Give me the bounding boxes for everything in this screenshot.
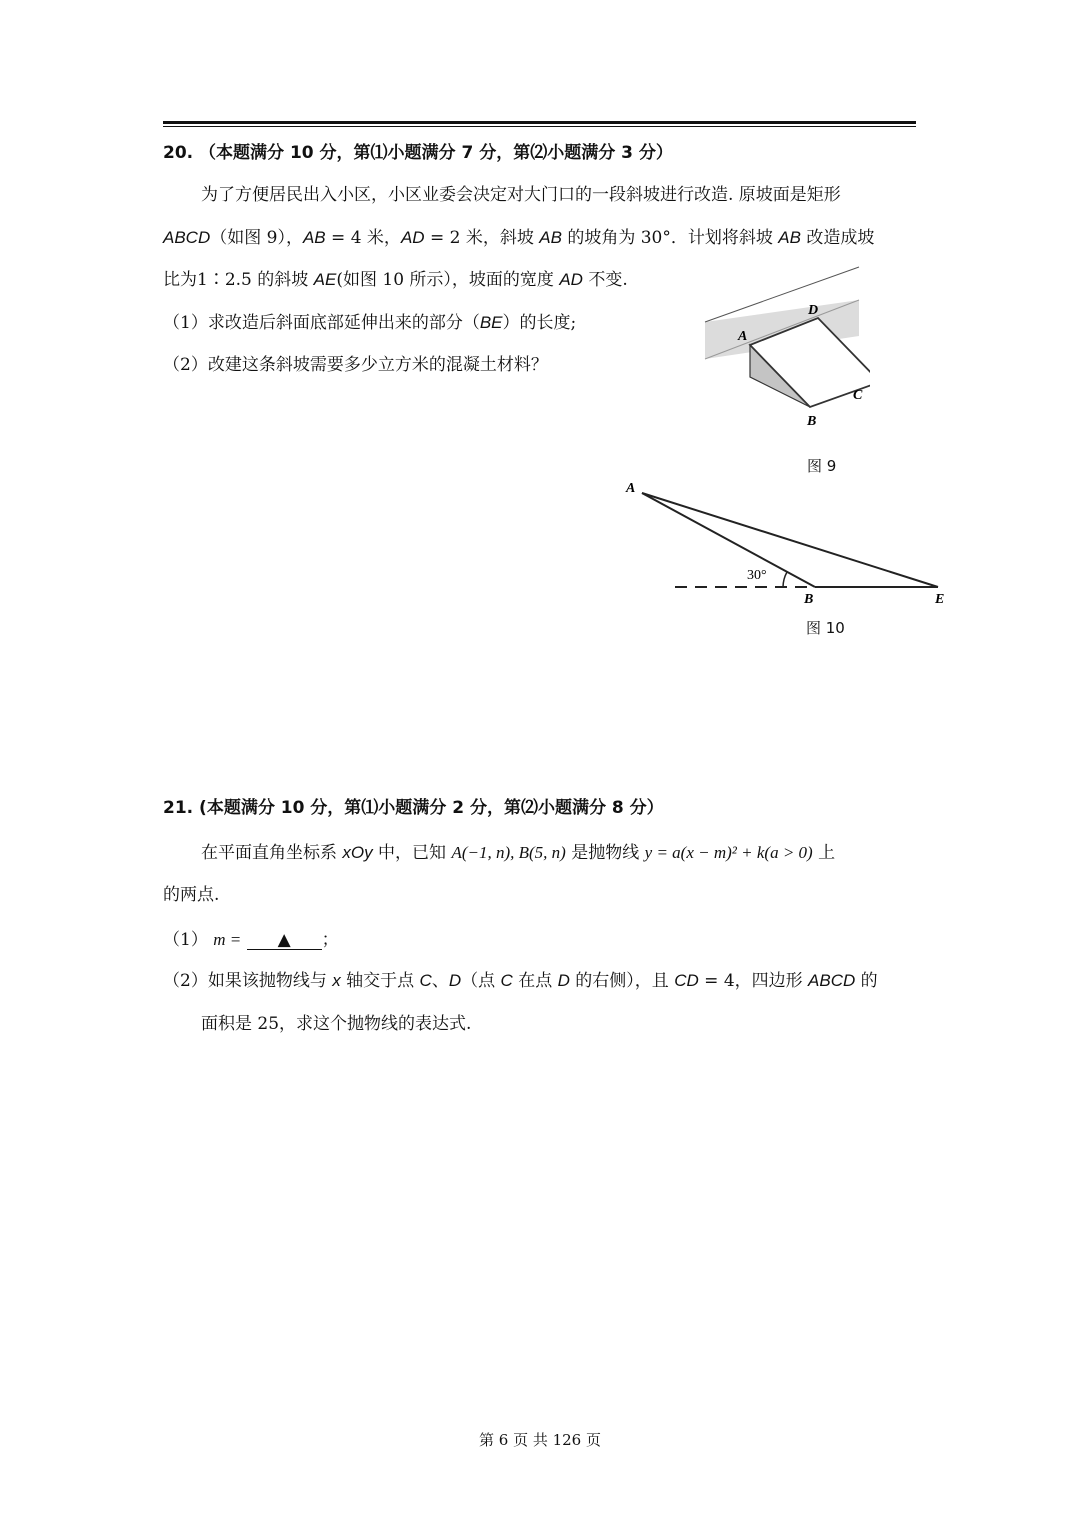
text: ）的长度; <box>502 313 577 333</box>
label-e: E <box>935 592 945 607</box>
q20-header-text: （本题满分 10 分，第⑴小题满分 7 分，第⑵小题满分 3 分） <box>199 143 673 163</box>
text: ； <box>321 930 339 950</box>
answer-blank[interactable] <box>247 931 322 950</box>
text: （如图 9）， <box>210 228 303 248</box>
q20-paragraph-line1: 为了方便居民出入小区，小区业委会决定对大门口的一段斜坡进行改造. 原坡面是矩形 <box>201 185 841 205</box>
rect-abcd: ABCD <box>163 228 211 247</box>
seg-ae: AE <box>313 270 337 289</box>
q20-header <box>163 142 673 164</box>
point-c: C <box>500 971 513 990</box>
text: 改造成坡 <box>800 228 875 248</box>
points-a-b: A(−1, n), B(5, n) <box>451 843 566 862</box>
label-a: A <box>626 481 636 496</box>
text: 轴交于点 <box>340 971 420 991</box>
axis-x: x <box>332 971 341 990</box>
q20-subquestion-2: （2）改建这条斜坡需要多少立方米的混凝土材料？ <box>163 355 548 375</box>
text: 是抛物线 <box>565 843 645 863</box>
q20-number: 20. <box>163 143 194 163</box>
header-rule-thick <box>163 121 916 124</box>
text: = 2 米，斜坡 <box>424 228 540 248</box>
text: (如图 10 所示），坡面的宽度 <box>336 270 560 290</box>
label-a: A <box>738 329 748 344</box>
q21-number: 21. <box>163 798 194 818</box>
text: 在点 <box>512 971 558 991</box>
angle-label: 30° <box>747 568 767 583</box>
point-d: D <box>557 971 570 990</box>
q21-paragraph-line1 <box>201 842 835 864</box>
seg-be: BE <box>479 313 503 332</box>
q21-subquestion-2 <box>163 970 878 992</box>
seg-cd: CD <box>674 971 699 990</box>
text: （点 <box>461 971 501 991</box>
text: （2）如果该抛物线与 <box>163 971 333 991</box>
label-d: D <box>808 303 819 318</box>
point-d: D <box>448 971 462 990</box>
parabola-equation: y = a(x − m)² + k(a > 0) <box>644 843 813 862</box>
seg-ab: AB <box>539 228 562 247</box>
text: 在平面直角坐标系 <box>201 843 343 863</box>
q21-paragraph-line2: 的两点. <box>163 885 220 905</box>
label-b: B <box>807 414 817 429</box>
text: 中，已知 <box>372 843 452 863</box>
label-b: B <box>804 592 814 607</box>
figure-10-caption: 图 10 <box>806 619 845 637</box>
text: 不变. <box>582 270 628 290</box>
seg-ad: AD <box>559 270 583 289</box>
q21-header-text: (本题满分 10 分，第⑴小题满分 2 分，第⑵小题满分 8 分） <box>199 798 664 818</box>
q20-paragraph-line2 <box>163 227 874 249</box>
seg-ab: AB <box>302 228 326 247</box>
text: （1） <box>163 930 208 950</box>
q21-subquestion-2-line2: 面积是 25，求这个抛物线的表达式. <box>201 1014 472 1034</box>
var-m: m = <box>213 930 242 949</box>
q21-subquestion-1 <box>163 929 339 951</box>
page-footer: 第 6 页 共 126 页 <box>478 1431 601 1449</box>
seg-ab: AB <box>778 228 801 247</box>
text: 的 <box>855 971 878 991</box>
q21-header <box>163 797 664 819</box>
text: 比为1∶2.5 的斜坡 <box>163 270 314 290</box>
text: 的右侧），且 <box>569 971 675 991</box>
text: 、 <box>431 971 449 991</box>
header-rule-thin <box>163 126 916 127</box>
q20-paragraph-line3 <box>163 269 628 291</box>
quad-abcd: ABCD <box>808 971 856 990</box>
triangle-icon: ▲ <box>277 930 291 950</box>
angle-arc <box>783 572 787 587</box>
point-c: C <box>419 971 432 990</box>
figure-9 <box>700 262 870 432</box>
label-c: C <box>853 388 863 403</box>
text: = 4，四边形 <box>698 971 809 991</box>
plane-xoy: xOy <box>342 843 373 862</box>
seg-ad: AD <box>400 228 425 247</box>
figure-9-caption: 图 9 <box>807 457 837 475</box>
text: 上 <box>812 843 836 863</box>
figure-10 <box>620 475 955 615</box>
text: 的坡角为 30°．计划将斜坡 <box>561 228 779 248</box>
text: （1）求改造后斜面底部延伸出来的部分（ <box>163 313 480 333</box>
q20-subquestion-1 <box>163 312 576 334</box>
text: = 4 米， <box>325 228 401 248</box>
